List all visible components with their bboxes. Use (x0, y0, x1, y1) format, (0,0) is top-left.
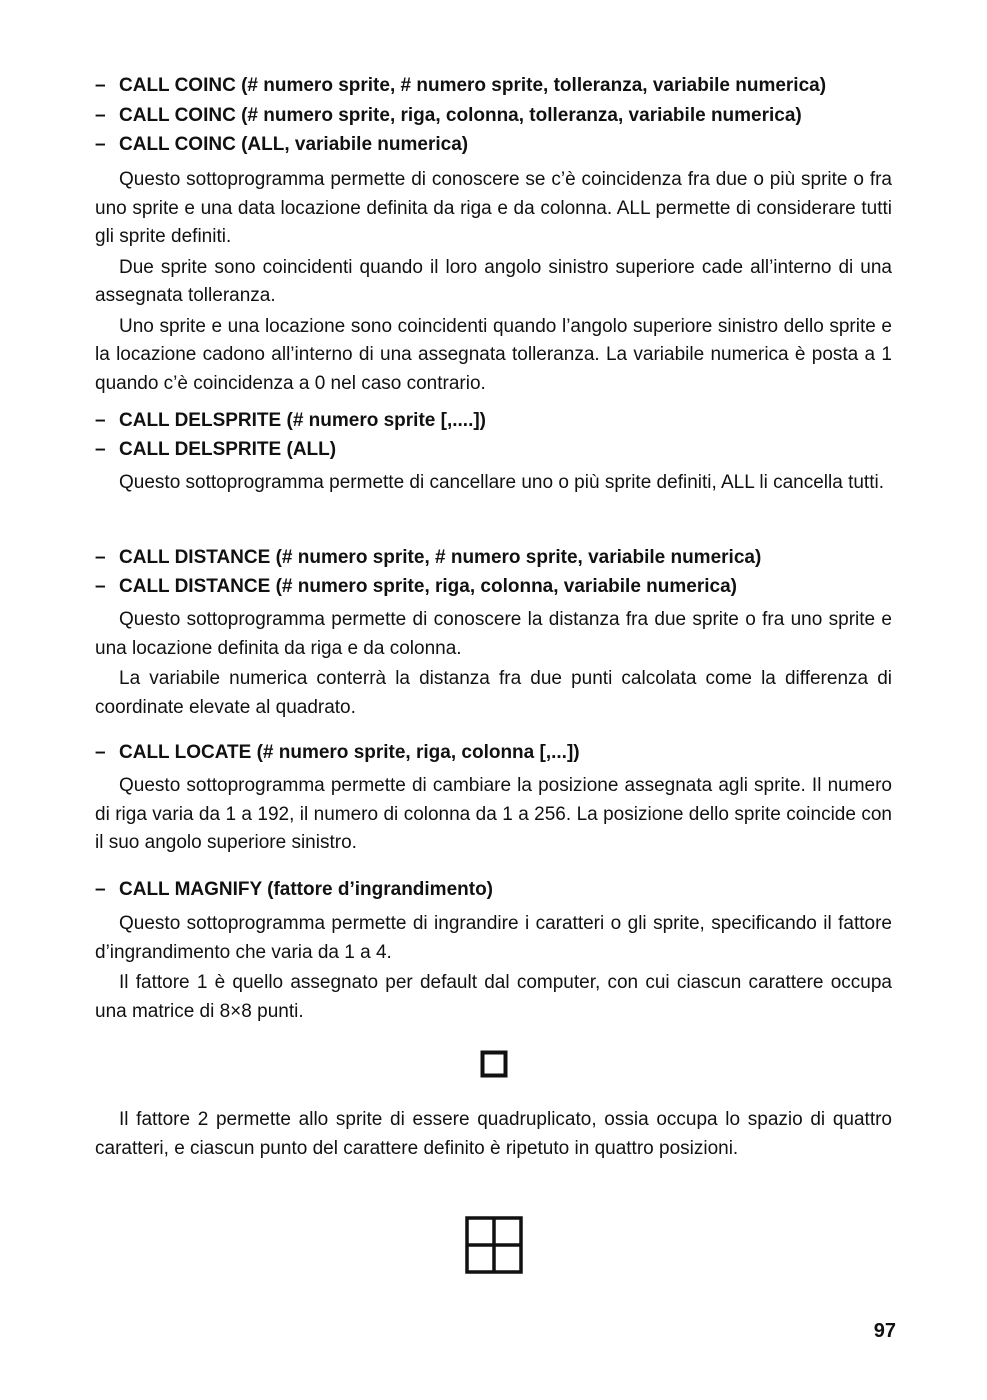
paragraph: Questo sottoprogramma permette di cambiare la posizione assegnata agli sprite. Il numero di riga varia da 1 a 192, il numero di colonna da 1 a 256. La posizione dello sprite coincide con il suo angolo superiore sinistro. (95, 775, 892, 853)
heading-delsprite-1 (95, 407, 892, 435)
dash: – (95, 547, 106, 568)
locate-description (95, 772, 892, 858)
heading-text: CALL DISTANCE (# numero sprite, # numero sprite, variabile numerica) (119, 547, 762, 568)
paragraph: Questo sottoprogramma permette di conoscere la distanza fra due sprite o fra uno sprite e una locazione definita da riga e da colonna. (95, 609, 892, 659)
dash: – (95, 879, 106, 900)
paragraph: Questo sottoprogramma permette di conoscere se c’è coincidenza fra due o più sprite o fra uno sprite e una data locazione definita da riga e da colonna. ALL permette di considerare tutti gli sprite definiti. (95, 169, 892, 247)
paragraph: Il fattore 1 è quello assegnato per default dal computer, con cui ciascun carattere occupa una matrice di 8×8 punti. (95, 972, 892, 1022)
heading-magnify (95, 876, 892, 904)
heading-distance-1 (95, 544, 892, 572)
dash: – (95, 410, 106, 431)
heading-coinc-2 (95, 102, 892, 130)
heading-coinc-1 (95, 72, 892, 100)
page-number: 97 (873, 1320, 896, 1342)
dash: – (95, 75, 106, 96)
delsprite-description (95, 469, 892, 498)
heading-text: CALL DISTANCE (# numero sprite, riga, colonna, variabile numerica) (119, 576, 737, 597)
paragraph: Questo sottoprogramma permette di cancellare uno o più sprite definiti, ALL li cancella tutti. (119, 472, 884, 493)
heading-text: CALL COINC (# numero sprite, # numero sprite, tolleranza, variabile numerica) (119, 75, 827, 96)
paragraph: Questo sottoprogramma permette di ingrandire i caratteri o gli sprite, specificando il fattore d’ingrandimento che varia da 1 a 4. (95, 913, 892, 963)
single-cell-figure (480, 1050, 510, 1080)
magnify-description (95, 910, 892, 1026)
paragraph: La variabile numerica conterrà la distanza fra due punti calcolata come la differenza di coordinate elevate al quadrato. (95, 668, 892, 718)
heading-text: CALL COINC (ALL, variabile numerica) (119, 134, 469, 155)
coinc-description (95, 166, 892, 398)
dash: – (95, 742, 106, 763)
magnify-factor2-description (95, 1106, 892, 1163)
heading-coinc-3 (95, 131, 892, 159)
dash: – (95, 105, 106, 126)
dash: – (95, 576, 106, 597)
quad-cell-figure (465, 1216, 525, 1276)
heading-text: CALL DELSPRITE (ALL) (119, 439, 337, 460)
heading-delsprite-2 (95, 436, 892, 464)
heading-text: CALL LOCATE (# numero sprite, riga, colonna [,...]) (119, 742, 580, 763)
heading-locate (95, 739, 892, 767)
paragraph: Uno sprite e una locazione sono coincidenti quando l’angolo superiore sinistro dello sprite e la locazione cadono all’interno di una assegnata tolleranza. La variabile numerica è posta a 1 quando c’è coincidenza a 0 nel caso contrario. (95, 315, 892, 394)
paragraph: Due sprite sono coincidenti quando il loro angolo sinistro superiore cade all’interno di una assegnata tolleranza. (95, 256, 892, 306)
dash: – (95, 439, 106, 460)
paragraph: Il fattore 2 permette allo sprite di essere quadruplicato, ossia occupa lo spazio di quattro caratteri, e ciascun punto del carattere definito è ripetuto in quattro posizioni. (95, 1109, 892, 1159)
dash: – (95, 134, 106, 155)
distance-description (95, 606, 892, 722)
heading-text: CALL COINC (# numero sprite, riga, colonna, tolleranza, variabile numerica) (119, 105, 802, 126)
heading-distance-2 (95, 573, 892, 601)
heading-text: CALL DELSPRITE (# numero sprite [,....]) (119, 410, 487, 431)
heading-text: CALL MAGNIFY (fattore d’ingrandimento) (119, 879, 494, 900)
